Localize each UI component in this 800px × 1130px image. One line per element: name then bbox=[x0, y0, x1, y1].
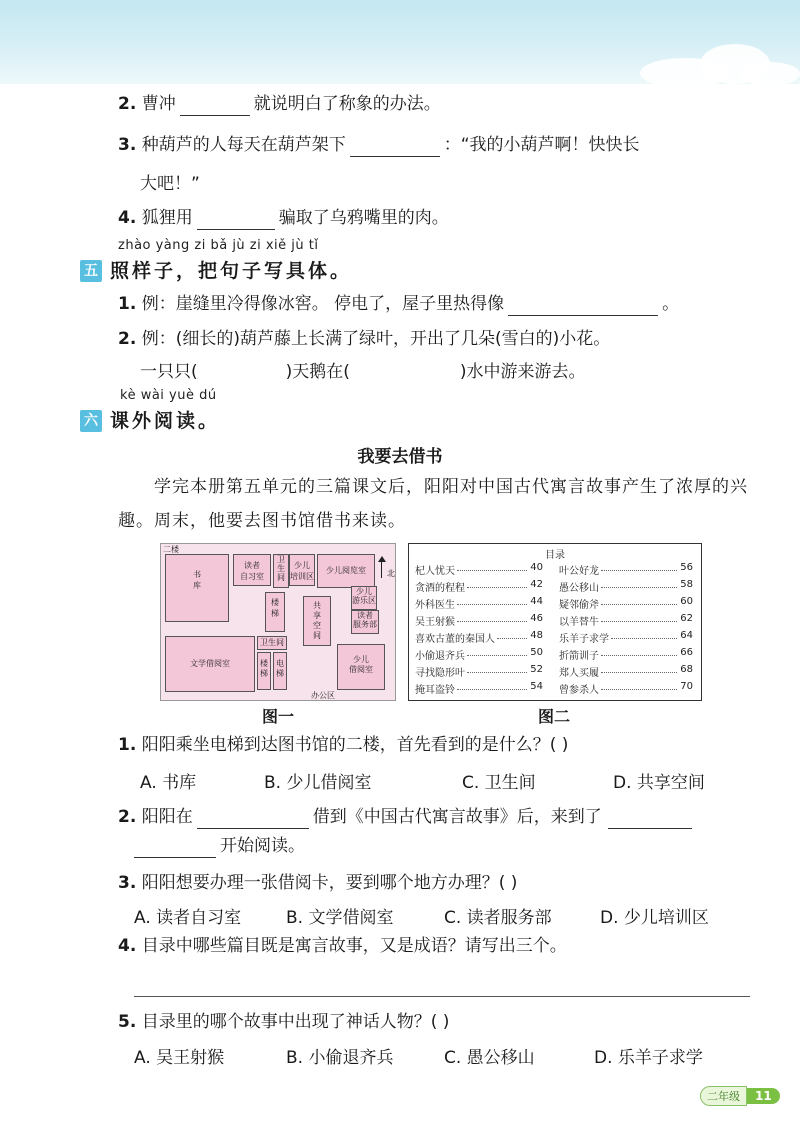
toc-entry-title: 折箭训子 bbox=[559, 651, 599, 662]
answer-blank[interactable] bbox=[608, 808, 692, 829]
toc-dots bbox=[457, 621, 527, 622]
figure-1-caption: 图一 bbox=[262, 707, 295, 726]
toc-entry bbox=[415, 630, 543, 645]
map-room-service: 读者 服务部 bbox=[351, 610, 379, 634]
answer-line[interactable] bbox=[134, 996, 750, 997]
answer-blank[interactable] bbox=[350, 136, 440, 157]
cloud-decoration bbox=[740, 62, 800, 86]
toc-entry-page: 46 bbox=[530, 613, 543, 624]
section-5-heading bbox=[80, 256, 352, 283]
toc-entry-page: 42 bbox=[530, 579, 543, 590]
page-badge bbox=[700, 1086, 780, 1106]
toc-entry-page: 64 bbox=[680, 630, 693, 641]
toc-entry-page: 54 bbox=[530, 681, 543, 692]
toc-dots bbox=[601, 672, 677, 673]
north-label: 北 bbox=[387, 569, 395, 578]
map-room-stairs1: 楼 梯 bbox=[265, 592, 285, 632]
toc-dots bbox=[457, 604, 527, 605]
map-room-kids-reading: 少儿阅览室 bbox=[317, 554, 375, 588]
toc-entry-title: 乐羊子求学 bbox=[559, 634, 609, 645]
map-room-study: 读者 自习室 bbox=[233, 554, 271, 586]
toc-entry bbox=[559, 664, 693, 679]
map-label-office: 办公区 bbox=[311, 691, 335, 700]
toc-entry-page: 40 bbox=[530, 562, 543, 573]
option-d[interactable]: D. 共享空间 bbox=[613, 773, 705, 793]
grade-label: 二年级 bbox=[700, 1086, 747, 1106]
toc-dots bbox=[601, 570, 677, 571]
toc-entry-page: 60 bbox=[680, 596, 693, 607]
toc-entry bbox=[559, 579, 693, 594]
option-c[interactable]: C. 卫生间 bbox=[462, 773, 536, 793]
option-a[interactable]: A. 吴王射猴 bbox=[134, 1048, 225, 1068]
toc-entry bbox=[415, 681, 543, 696]
option-b[interactable]: B. 文学借阅室 bbox=[286, 908, 394, 928]
toc-entry-title: 吴王射猴 bbox=[415, 617, 455, 628]
toc-entry-title: 外科医生 bbox=[415, 600, 455, 611]
library-map bbox=[160, 543, 396, 701]
toc-dots bbox=[467, 587, 527, 588]
reading-q5-options bbox=[134, 1043, 754, 1067]
header-band bbox=[0, 0, 800, 84]
table-of-contents bbox=[408, 543, 702, 701]
reading-q1-options bbox=[140, 768, 760, 792]
toc-entry-page: 56 bbox=[680, 562, 693, 573]
toc-dots bbox=[601, 604, 677, 605]
story-title: 我要去借书 bbox=[357, 447, 443, 467]
toc-entry-title: 喜欢古董的秦国人 bbox=[415, 634, 495, 645]
toc-entry-title: 贪酒的程程 bbox=[415, 583, 465, 594]
map-room-kids-play: 少儿 游乐区 bbox=[351, 586, 377, 610]
toc-entry-page: 58 bbox=[680, 579, 693, 590]
toc-entry-title: 小偷退齐兵 bbox=[415, 651, 465, 662]
toc-entry-page: 48 bbox=[530, 630, 543, 641]
toc-entry-title: 叶公好龙 bbox=[559, 566, 599, 577]
section-6-pinyin: kè wài yuè dú bbox=[120, 388, 217, 403]
map-room-wc1: 卫 生 间 bbox=[273, 554, 289, 588]
option-d[interactable]: D. 少儿培训区 bbox=[600, 908, 709, 928]
toc-entry-page: 62 bbox=[680, 613, 693, 624]
toc-entry-page: 44 bbox=[530, 596, 543, 607]
toc-entry bbox=[559, 596, 693, 611]
toc-title: 目录 bbox=[545, 550, 565, 561]
toc-dots bbox=[467, 672, 527, 673]
toc-dots bbox=[497, 638, 527, 639]
toc-entry-title: 郑人买履 bbox=[559, 668, 599, 679]
toc-entry-page: 52 bbox=[530, 664, 543, 675]
map-room-share: 共 享 空 间 bbox=[303, 596, 331, 646]
toc-dots bbox=[467, 655, 527, 656]
option-b[interactable]: B. 少儿借阅室 bbox=[264, 773, 372, 793]
map-room-elevator: 电 梯 bbox=[273, 652, 287, 690]
toc-entry-title: 寻找隐形叶 bbox=[415, 668, 465, 679]
toc-entry bbox=[415, 647, 543, 662]
toc-entry bbox=[559, 613, 693, 628]
option-c[interactable]: C. 读者服务部 bbox=[444, 908, 552, 928]
toc-entry-page: 68 bbox=[680, 664, 693, 675]
option-a[interactable]: A. 读者自习室 bbox=[134, 908, 242, 928]
answer-blank[interactable] bbox=[197, 808, 309, 829]
toc-dots bbox=[601, 655, 677, 656]
toc-dots bbox=[601, 587, 677, 588]
toc-entry-page: 70 bbox=[680, 681, 693, 692]
page-number: 11 bbox=[747, 1088, 780, 1104]
option-d[interactable]: D. 乐羊子求学 bbox=[594, 1048, 703, 1068]
toc-dots bbox=[457, 570, 527, 571]
toc-dots bbox=[457, 689, 527, 690]
map-floor-label: 二楼 bbox=[163, 545, 179, 554]
option-c[interactable]: C. 愚公移山 bbox=[444, 1048, 535, 1068]
north-arrow bbox=[377, 556, 387, 580]
section-5-pinyin: zhào yàng zi bǎ jù zi xiě jù tǐ bbox=[118, 238, 319, 253]
map-room-literature: 文学借阅室 bbox=[165, 636, 255, 692]
toc-entry bbox=[559, 647, 693, 662]
toc-entry bbox=[415, 579, 543, 594]
map-room-wc2: 卫生间 bbox=[257, 636, 287, 650]
toc-entry-title: 杞人忧天 bbox=[415, 566, 455, 577]
answer-blank[interactable] bbox=[508, 295, 658, 316]
toc-entry-title: 掩耳盗铃 bbox=[415, 685, 455, 696]
map-room-stairs2: 楼 梯 bbox=[257, 652, 271, 690]
section-5-badge: 五 bbox=[80, 260, 102, 282]
toc-entry bbox=[559, 681, 693, 696]
option-a[interactable]: A. 书库 bbox=[140, 773, 197, 793]
section-6-title: 课外阅读。 bbox=[110, 410, 221, 432]
toc-dots bbox=[611, 638, 677, 639]
answer-blank[interactable] bbox=[197, 209, 275, 230]
toc-entry-page: 50 bbox=[530, 647, 543, 658]
toc-entry bbox=[559, 562, 693, 577]
section-6-heading bbox=[80, 406, 220, 433]
toc-entry bbox=[415, 613, 543, 628]
reading-q3-options bbox=[134, 903, 754, 927]
toc-entry-title: 疑邻偷斧 bbox=[559, 600, 599, 611]
section-5-title: 照样子，把句子写具体。 bbox=[110, 260, 353, 282]
toc-entry bbox=[415, 664, 543, 679]
toc-entry bbox=[415, 596, 543, 611]
toc-entry-title: 曾参杀人 bbox=[559, 685, 599, 696]
option-b[interactable]: B. 小偷退齐兵 bbox=[286, 1048, 394, 1068]
story-paragraph: 学完本册第五单元的三篇课文后，阳阳对中国古代寓言故事产生了浓厚的兴趣。周末，他要去图书馆借书来读。 bbox=[118, 477, 748, 531]
map-room-kids-training: 少儿 培训区 bbox=[289, 554, 315, 586]
section-6-badge: 六 bbox=[80, 410, 102, 432]
toc-entry bbox=[415, 562, 543, 577]
map-room-stacks: 书 库 bbox=[165, 554, 229, 622]
figure-2-caption: 图二 bbox=[538, 707, 571, 726]
answer-blank[interactable] bbox=[134, 837, 216, 858]
toc-dots bbox=[601, 689, 677, 690]
toc-entry-title: 愚公移山 bbox=[559, 583, 599, 594]
toc-entry-title: 以羊替牛 bbox=[559, 617, 599, 628]
answer-blank[interactable] bbox=[180, 95, 250, 116]
toc-entry bbox=[559, 630, 693, 645]
toc-entry-page: 66 bbox=[680, 647, 693, 658]
toc-dots bbox=[601, 621, 677, 622]
map-room-kids-lending: 少儿 借阅室 bbox=[337, 644, 385, 690]
